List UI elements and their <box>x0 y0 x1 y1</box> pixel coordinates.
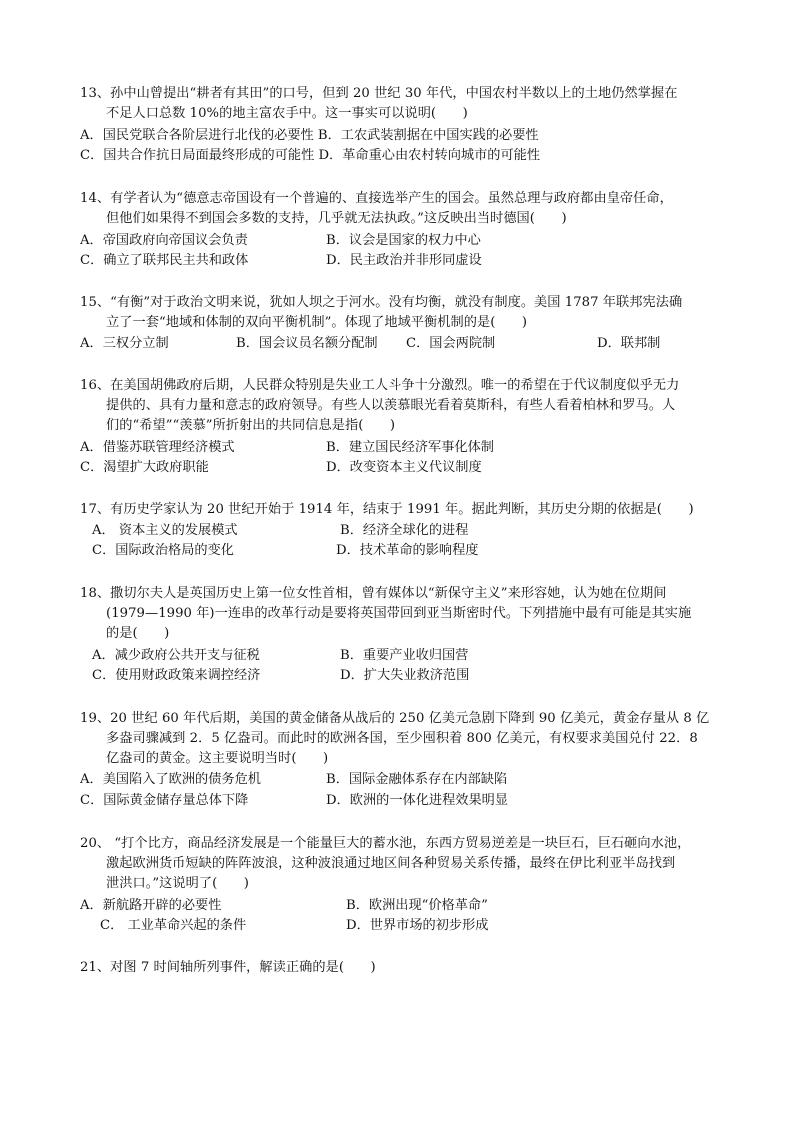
question-19-stem-line-2: 多盎司骤减到 2．5 亿盎司。而此时的欧洲各国，至少囤积着 800 亿美元，有权要求美国兑付 22．8 <box>106 731 698 746</box>
question-19-stem-line-3: 亿盎司的黄金。这主要说明当时( ) <box>106 751 329 766</box>
question-14-stem-line-1: 14、有学者认为“德意志帝国设有一个普遍的、直接选举产生的国会。虽然总理与政府都由皇帝任命， <box>80 191 673 206</box>
question-16-option-c: C．渴望扩大政府职能 <box>80 460 209 475</box>
question-15-stem-line-1: 15、“有衡”对于政治文明来说，犹如人坝之于河水。没有均衡，就没有制度。美国 1787 年联邦宪法确 <box>80 295 683 310</box>
question-18-stem-line-1: 18、撒切尔夫人是英国历史上第一位女性首相，曾有媒体以“新保守主义”来形容她，认为她在位期间 <box>80 586 667 601</box>
question-18-stem-line-2: (1979—1990 年)一连串的改革行动是要将英国带回到亚当斯密时代。下列措施中最有可能是其实施 <box>106 606 692 621</box>
question-15-option-c: C．国会两院制 <box>406 336 496 351</box>
question-18-option-a: A．减少政府公共开支与征税 <box>92 648 260 663</box>
question-17-option-d: D．技术革命的影响程度 <box>336 543 479 558</box>
question-20-stem-line-1: 20、 “打个比方，商品经济发展是一个能量巨大的蓄水池，东西方贸易逆差是一块巨石，巨石砸向水池， <box>80 836 691 851</box>
question-19-option-d: D．欧洲的一体化进程效果明显 <box>326 793 509 808</box>
question-16-stem-line-2: 提供的、具有力量和意志的政府领导。有些人以羡慕眼光看着莫斯科，有些人看着柏林和罗马。人 <box>106 398 676 413</box>
question-14-stem-line-2: 但他们如果得不到国会多数的支持，几乎就无法执政。”这反映出当时德国( ) <box>106 211 567 226</box>
question-13-stem-line-1: 13、孙中山曾提出“耕者有其田”的口号，但到 20 世纪 30 年代，中国农村半数以上的土地仍然掌握在 <box>80 86 678 101</box>
question-15-option-a: A．三权分立制 <box>80 336 169 351</box>
question-15-option-d: D．联邦制 <box>597 336 661 351</box>
question-16-option-d: D．改变资本主义代议制度 <box>326 460 482 475</box>
question-17-option-c: C．国际政治格局的变化 <box>92 543 234 558</box>
question-20-option-b: B．欧洲出现“价格革命” <box>346 898 488 913</box>
question-18-option-c: C．使用财政政策来调控经济 <box>92 668 261 683</box>
question-19-option-c: C．国际黄金储存量总体下降 <box>80 793 249 808</box>
question-14-option-d: D．民主政治并非形同虚设 <box>326 253 482 268</box>
question-17-option-a: A． 资本主义的发展模式 <box>92 523 238 538</box>
question-19-stem-line-1: 19、20 世纪 60 年代后期，美国的黄金储备从战后的 250 亿美元急剧下降到 90 亿美元，黄金存量从 8 亿 <box>80 711 710 726</box>
question-18-stem-line-3: 的是( ) <box>106 626 170 641</box>
question-18-option-b: B．重要产业收归国营 <box>340 648 469 663</box>
question-20-option-c: C． 工业革命兴起的条件 <box>100 918 247 933</box>
question-21-stem-line-1: 21、对图 7 时间轴所列事件，解读正确的是( ) <box>80 960 376 975</box>
question-13-options-cd: C．国共合作抗日局面最终形成的可能性 D．革命重心由农村转向城市的可能性 <box>80 148 541 163</box>
question-16-option-a: A．借鉴苏联管理经济模式 <box>80 440 235 455</box>
question-14-option-b: B．议会是国家的权力中心 <box>326 233 481 248</box>
question-20-option-a: A．新航路开辟的必要性 <box>80 898 222 913</box>
question-17-option-b: B．经济全球化的进程 <box>340 523 469 538</box>
question-19-option-b: B．国际金融体系存在内部缺陷 <box>326 772 508 787</box>
question-13-stem-line-2: 不足人口总数 10%的地主富农手中。这一事实可以说明( ) <box>106 106 468 121</box>
question-17-stem-line-1: 17、有历史学家认为 20 世纪开始于 1914 年，结束于 1991 年。据此判断，其历史分期的依据是( ) <box>80 502 694 517</box>
question-13-options-ab: A．国民党联合各阶层进行北伐的必要性 B．工农武装割据在中国实践的必要性 <box>80 128 539 143</box>
question-15-option-b: B．国会议员名额分配制 <box>236 336 378 351</box>
question-16-stem-line-3: 们的“希望”“羡慕”所折射出的共同信息是指( ) <box>106 418 396 433</box>
question-20-option-d: D．世界市场的初步形成 <box>346 918 489 933</box>
question-20-stem-line-3: 泄洪口。”这说明了( ) <box>106 876 249 891</box>
question-14-option-a: A．帝国政府向帝国议会负责 <box>80 233 248 248</box>
question-20-stem-line-2: 激起欧洲货币短缺的阵阵波浪，这种波浪通过地区间各种贸易关系传播，最终在伊比利亚半岛找到 <box>106 856 676 871</box>
question-16-option-b: B．建立国民经济军事化体制 <box>326 440 494 455</box>
question-19-option-a: A．美国陷入了欧洲的债务危机 <box>80 772 261 787</box>
question-14-option-c: C．确立了联邦民主共和政体 <box>80 253 249 268</box>
question-15-stem-line-2: 立了一套“地域和体制的双向平衡机制”。体现了地域平衡机制的是( ) <box>106 315 528 330</box>
question-16-stem-line-1: 16、在美国胡佛政府后期，人民群众特别是失业工人斗争十分激烈。唯一的希望在于代议制度似乎无力 <box>80 378 680 393</box>
question-18-option-d: D．扩大失业救济范围 <box>340 668 470 683</box>
